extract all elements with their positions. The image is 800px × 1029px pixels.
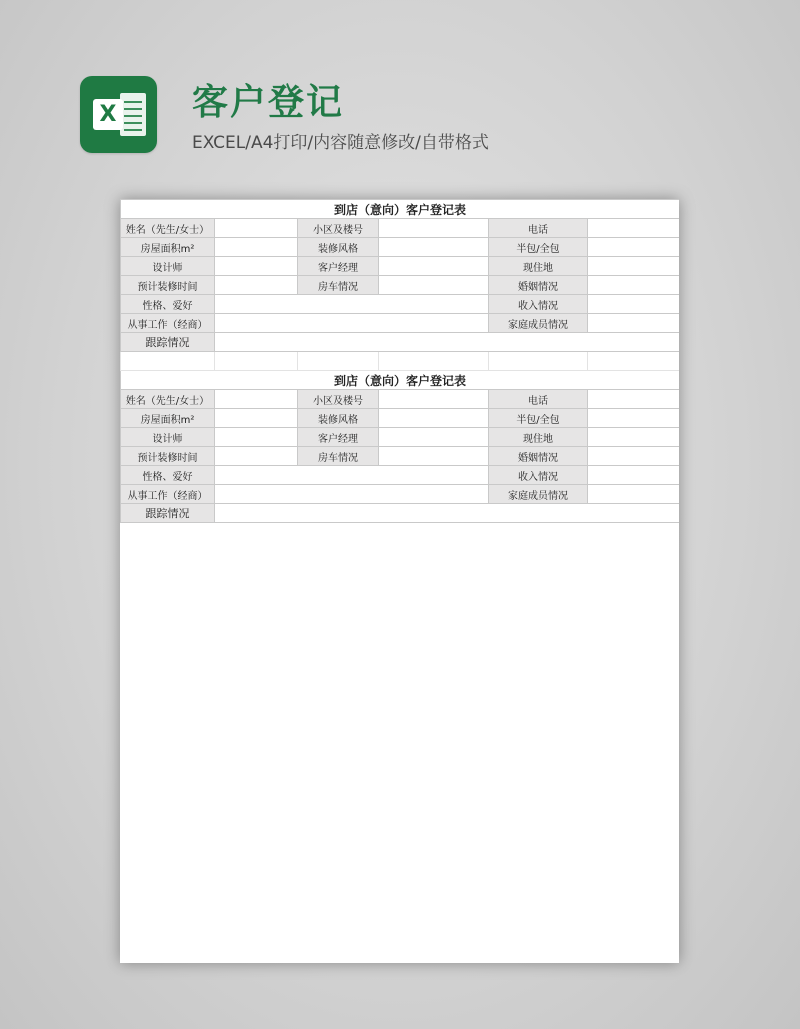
tracking-row	[121, 504, 680, 523]
label-community: 小区及楼号	[298, 219, 379, 238]
label-house-car: 房车情况	[298, 276, 379, 295]
label-income: 收入情况	[489, 466, 588, 485]
page-title: 客户登记	[192, 82, 345, 123]
field-marital[interactable]	[588, 276, 680, 295]
label-occupation: 从事工作（经商）	[121, 314, 215, 333]
label-style: 装修风格	[298, 238, 379, 257]
form-row	[121, 447, 680, 466]
label-renovation-time: 预计装修时间	[121, 447, 215, 466]
field-community[interactable]	[379, 219, 489, 238]
label-account-manager: 客户经理	[298, 257, 379, 276]
label-house-car: 房车情况	[298, 447, 379, 466]
field-renovation-time[interactable]	[215, 276, 298, 295]
form-row	[121, 257, 680, 276]
field-designer[interactable]	[215, 428, 298, 447]
label-phone: 电话	[489, 390, 588, 409]
label-package: 半包/全包	[489, 409, 588, 428]
label-name: 姓名（先生/女士）	[121, 390, 215, 409]
label-occupation: 从事工作（经商）	[121, 485, 215, 504]
label-income: 收入情况	[489, 295, 588, 314]
form-row	[121, 219, 680, 238]
field-occupation[interactable]	[215, 485, 489, 504]
field-renovation-time[interactable]	[215, 447, 298, 466]
field-house-car[interactable]	[379, 276, 489, 295]
field-area[interactable]	[215, 238, 298, 257]
label-residence: 现住地	[489, 257, 588, 276]
page-subtitle: EXCEL/A4打印/内容随意修改/自带格式	[192, 133, 489, 153]
field-name[interactable]	[215, 219, 298, 238]
field-income[interactable]	[588, 466, 680, 485]
blank-spacer-row	[121, 352, 680, 371]
field-personality[interactable]	[215, 295, 489, 314]
label-residence: 现住地	[489, 428, 588, 447]
excel-x-letter: X	[93, 99, 123, 130]
label-tracking: 跟踪情况	[121, 504, 215, 523]
registration-form-block-1	[121, 200, 680, 352]
label-area: 房屋面积m²	[121, 409, 215, 428]
label-personality: 性格、爱好	[121, 295, 215, 314]
field-account-manager[interactable]	[379, 257, 489, 276]
field-package[interactable]	[588, 238, 680, 257]
label-style: 装修风格	[298, 409, 379, 428]
label-phone: 电话	[489, 219, 588, 238]
form-title: 到店（意向）客户登记表	[121, 200, 680, 219]
label-family: 家庭成员情况	[489, 314, 588, 333]
field-area[interactable]	[215, 409, 298, 428]
form-row	[121, 238, 680, 257]
form-row	[121, 466, 680, 485]
form-row	[121, 409, 680, 428]
label-area: 房屋面积m²	[121, 238, 215, 257]
field-package[interactable]	[588, 409, 680, 428]
form-title: 到店（意向）客户登记表	[121, 371, 680, 390]
label-designer: 设计师	[121, 428, 215, 447]
field-marital[interactable]	[588, 447, 680, 466]
field-phone[interactable]	[588, 219, 680, 238]
label-package: 半包/全包	[489, 238, 588, 257]
form-row	[121, 485, 680, 504]
spreadsheet-page	[120, 199, 679, 963]
field-tracking[interactable]	[215, 504, 680, 523]
form-row	[121, 276, 680, 295]
field-community[interactable]	[379, 390, 489, 409]
registration-form-block-2	[121, 371, 680, 523]
field-family[interactable]	[588, 314, 680, 333]
field-tracking[interactable]	[215, 333, 680, 352]
tracking-row	[121, 333, 680, 352]
field-style[interactable]	[379, 238, 489, 257]
spreadsheet-sheet-graphic	[120, 93, 146, 136]
field-personality[interactable]	[215, 466, 489, 485]
field-style[interactable]	[379, 409, 489, 428]
field-name[interactable]	[215, 390, 298, 409]
form-row	[121, 314, 680, 333]
label-account-manager: 客户经理	[298, 428, 379, 447]
field-residence[interactable]	[588, 257, 680, 276]
label-renovation-time: 预计装修时间	[121, 276, 215, 295]
field-house-car[interactable]	[379, 447, 489, 466]
form-row	[121, 428, 680, 447]
label-marital: 婚姻情况	[489, 447, 588, 466]
form-row	[121, 295, 680, 314]
field-family[interactable]	[588, 485, 680, 504]
label-family: 家庭成员情况	[489, 485, 588, 504]
label-name: 姓名（先生/女士）	[121, 219, 215, 238]
field-income[interactable]	[588, 295, 680, 314]
label-personality: 性格、爱好	[121, 466, 215, 485]
field-occupation[interactable]	[215, 314, 489, 333]
field-account-manager[interactable]	[379, 428, 489, 447]
registration-form-table	[120, 199, 679, 523]
excel-icon	[80, 76, 157, 153]
form-row	[121, 390, 680, 409]
label-designer: 设计师	[121, 257, 215, 276]
label-marital: 婚姻情况	[489, 276, 588, 295]
label-tracking: 跟踪情况	[121, 333, 215, 352]
label-community: 小区及楼号	[298, 390, 379, 409]
field-residence[interactable]	[588, 428, 680, 447]
field-phone[interactable]	[588, 390, 680, 409]
field-designer[interactable]	[215, 257, 298, 276]
